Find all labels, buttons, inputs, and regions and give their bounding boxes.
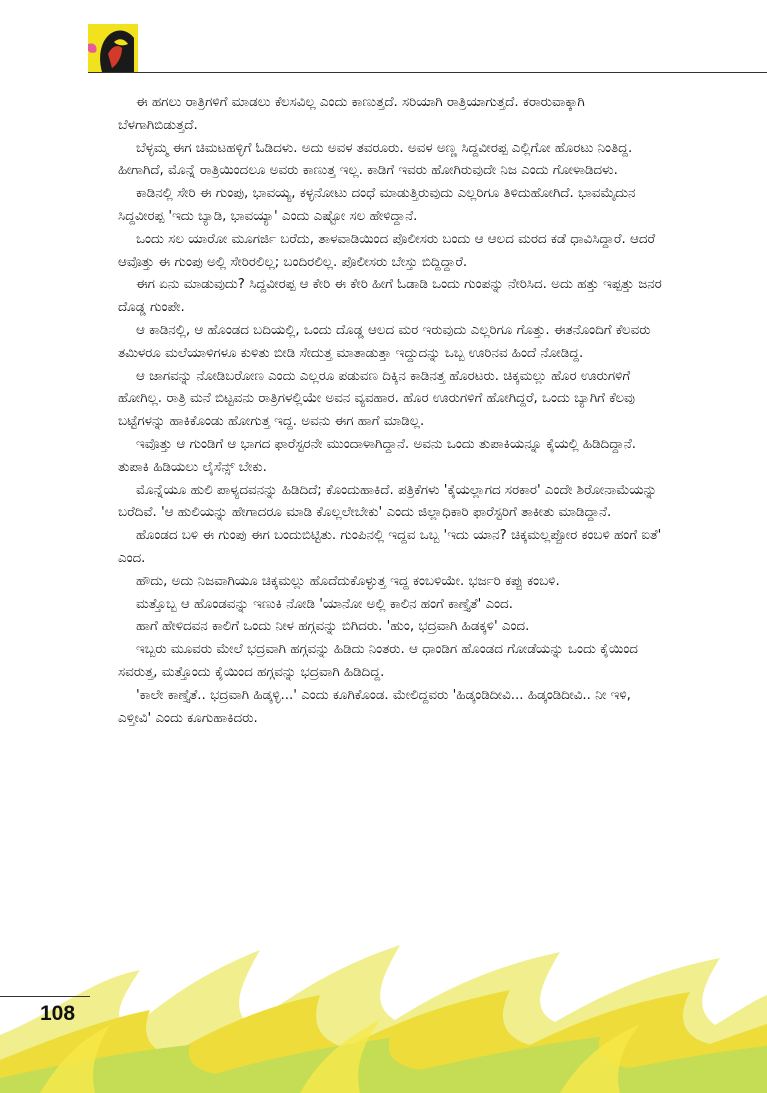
paragraph: ಒಂದು ಸಲ ಯಾರೋ ಮೂಗರ್ಜಿ ಬರೆದು, ತಾಳವಾಡಿಯಿಂದ ಪೊಲೀಸರು ಬಂದು ಆ ಆಲದ ಮರದ ಕಡೆ ಧಾವಿಸಿದ್ದಾರೆ. ಆದರೆ ಆವೊತ್ತು ಈ ಗುಂಪು ಅಲ್ಲಿ ಸೇರಿರಲಿಲ್ಲ; ಬಂದಿರಲಿಲ್ಲ. ಪೊಲೀಸರು ಬೇಸ್ತು ಬಿದ್ದಿದ್ದಾರೆ. bbox=[118, 231, 656, 270]
footer-rule bbox=[0, 996, 90, 997]
page-number: 108 bbox=[40, 1002, 76, 1025]
paragraph: ಈಗ ಏನು ಮಾಡುವುದು? ಸಿದ್ದವೀರಪ್ಪ ಆ ಕೇರಿ ಈ ಕೇರಿ ಹೀಗೆ ಓಡಾಡಿ ಒಂದು ಗುಂಪನ್ನು ನೇರಿಸಿದ. ಅದು ಹತ್ತು ಇಪ್ಪತ್ತು ಜನರ ದೊಡ್ಡ ಗುಂಪೇ. bbox=[118, 277, 662, 316]
paragraph: ಹಾಗೆ ಹೇಳಿದವನ ಕಾಲಿಗೆ ಒಂದು ನೀಳ ಹಗ್ಗವನ್ನು ಬಿಗಿದರು. 'ಹುಂ, ಭದ್ರವಾಗಿ ಹಿಡಕ್ಕಳಿ' ಎಂದ. bbox=[136, 619, 530, 635]
paragraph: ಇವೊತ್ತು ಆ ಗುಂಡಿಗೆ ಆ ಭಾಗದ ಫಾರೆಸ್ಟರನೇ ಮುಂದಾಳಾಗಿದ್ದಾನೆ. ಅವನು ಒಂದು ತುಪಾಕಿಯನ್ನೂ ಕೈಯಲ್ಲಿ ಹಿಡಿದಿದ್ದಾನೆ. ತುಪಾಕಿ ಹಿಡಿಯಲು ಲೈಸೆನ್ಸ್ ಬೇಕು. bbox=[118, 436, 637, 475]
paragraph: ಆ ಕಾಡಿನಲ್ಲಿ, ಆ ಹೊಂಡದ ಬದಿಯಲ್ಲಿ, ಒಂದು ದೊಡ್ಡ ಆಲದ ಮರ ಇರುವುದು ಎಲ್ಲರಿಗೂ ಗೊತ್ತು. ಈತನೊಂದಿಗೆ ಕೆಲವರು ತಮಿಳರೂ ಮಲೆಯಾಳಿಗಳೂ ಕುಳಿತು ಬೀಡಿ ಸೇದುತ್ತ ಮಾತಾಡುತ್ತಾ ಇದ್ದುದನ್ನು ಒಬ್ಬ ಊರಿನವ ಹಿಂದೆ ನೋಡಿದ್ದ. bbox=[118, 322, 651, 361]
paragraph: ಬೆಳ್ಳಮ್ಮ ಈಗ ಚಿಮಟಹಳ್ಳಿಗೆ ಓಡಿದಳು. ಅದು ಅವಳ ತವರೂರು. ಅವಳ ಅಣ್ಣ ಸಿದ್ದವೀರಪ್ಪ ಎಲ್ಲಿಗೋ ಹೊರಟು ನಿಂತಿದ್ದ. ಹೀಗಾಗಿದೆ, ಮೊನ್ನೆ ರಾತ್ರಿಯಿಂದಲೂ ಅವರು ಕಾಣುತ್ತ ಇಲ್ಲ. ಕಾಡಿಗೆ ಇವರು ಹೋಗಿರುವುದೇ ನಿಜ ಎಂದು ಗೋಳಾಡಿದಳು. bbox=[118, 140, 633, 179]
paragraph: ಕಾಡಿನಲ್ಲಿ ಸೇರಿ ಈ ಗುಂಪು, ಭಾವಯ್ಯ, ಕಳ್ಳನೋಟು ದಂಧೆ ಮಾಡುತ್ತಿರುವುದು ಎಲ್ಲರಿಗೂ ತಿಳಿದುಹೋಗಿದೆ. ಭಾವಮೈದುನ ಸಿದ್ದವೀರಪ್ಪ 'ಇದು ಬ್ಯಾಡಿ, ಭಾವಯ್ಯಾ' ಎಂದು ಎಷ್ಟೋ ಸಲ ಹೇಳಿದ್ದಾನೆ. bbox=[118, 186, 636, 224]
paragraph: ಮತ್ತೊಬ್ಬ ಆ ಹೊಂಡವನ್ನು ಇಣುಕಿ ನೋಡಿ 'ಯಾನೋ ಅಲ್ಲಿ ಕಾಲಿನ ಹಂಗೆ ಕಾಣ್ತೈತೆ' ಎಂದ. bbox=[136, 596, 513, 612]
paragraph: ಮೊನ್ನೆಯೂ ಹುಲಿ ಪಾಳ್ಯದವನನ್ನು ಹಿಡಿದಿದೆ; ಕೊಂದುಹಾಕಿದೆ. ಪತ್ರಿಕೆಗಳು 'ಕೈಯಲ್ಲಾಗದ ಸರಕಾರ' ಎಂದೇ ಶಿರೋನಾಮೆಯನ್ನು ಬರೆದಿವೆ. 'ಆ ಹುಲಿಯನ್ನು ಹೇಗಾದರೂ ಮಾಡಿ ಕೊಲ್ಲಲೇಬೇಕು' ಎಂದು ಜಿಲ್ಲಾಧಿಕಾರಿ ಫಾರೆಸ್ಟರಿಗೆ ತಾಕೀತು ಮಾಡಿದ್ದಾನೆ. bbox=[118, 482, 657, 521]
paragraph: ಇಬ್ಬರು ಮೂವರು ಮೇಲೆ ಭದ್ರವಾಗಿ ಹಗ್ಗವನ್ನು ಹಿಡಿದು ನಿಂತರು. ಆ ಧಾಂಡಿಗ ಹೊಂಡದ ಗೋಡೆಯನ್ನು ಒಂದು ಕೈಯಿಂದ ಸವರುತ್ತ, ಮತ್ತೊಂದು ಕೈಯಿಂದ ಹಗ್ಗವನ್ನು ಭದ್ರವಾಗಿ ಹಿಡಿದಿದ್ದ. bbox=[118, 642, 638, 680]
paragraph: ಆ ಜಾಗವನ್ನು ನೋಡಿಬರೋಣ ಎಂದು ಎಲ್ಲರೂ ಪಡುವಣ ದಿಕ್ಕಿನ ಕಾಡಿನತ್ತ ಹೊರಟರು. ಚಿಕ್ಕಮಲ್ಲು ಹೊರ ಊರುಗಳಿಗೆ ಹೋಗಿಲ್ಲ. ರಾತ್ರಿ ಮನೆ ಬಿಟ್ಟವನು ರಾತ್ರಿಗಳಲ್ಲಿಯೇ ಅವನ ವ್ಯವಹಾರ. ಹೊರ ಊರುಗಳಿಗೆ ಹೋಗಿದ್ದರೆ, ಒಂದು ಬ್ಯಾಗಿಗೆ ಕೆಲವು ಬಟ್ಟೆಗಳನ್ನು ಹಾಕಿಕೊಂಡು ಹೋಗುತ್ತ ಇದ್ದ. ಅವನು ಈಗ ಹಾಗೆ ಮಾಡಿಲ್ಲ. bbox=[118, 368, 635, 430]
grass-decoration bbox=[0, 940, 767, 1093]
paragraph: 'ಕಾಲೇ ಕಾಣ್ತೈತೆ.. ಭದ್ರವಾಗಿ ಹಿಡ್ಕಳ್ಳಿ...' ಎಂದು ಕೂಗಿಕೊಂಡ. ಮೇಲಿದ್ದವರು 'ಹಿಡ್ಕಂಡಿದೀವಿ... ಹಿಡ್ಕಂಡಿದೀವಿ.. ನೀ ಇಳಿ, ಎಳ್ತೀವಿ' ಎಂದು ಕೂಗುಹಾಕಿದರು. bbox=[118, 687, 631, 726]
paragraph: ಹೊಂಡದ ಬಳಿ ಈ ಗುಂಪು ಈಗ ಬಂದುಬಿಟ್ಟಿತು. ಗುಂಪಿನಲ್ಲಿ ಇದ್ದವ ಒಬ್ಬ 'ಇದು ಯಾನ? ಚಿಕ್ಕಮಲ್ಲಪ್ಪೋರ ಕಂಬಳಿ ಹಂಗೆ ಐತೆ' ಎಂದ. bbox=[118, 528, 662, 566]
paragraph: ಈ ಹಗಲು ರಾತ್ರಿಗಳಿಗೆ ಮಾಡಲು ಕೆಲಸವಿಲ್ಲ ಎಂದು ಕಾಣುತ್ತದೆ. ಸರಿಯಾಗಿ ರಾತ್ರಿಯಾಗುತ್ತದೆ. ಕರಾರುವಾಕ್ಕಾಗಿ ಬೆಳಗಾಗಿಬಿಡುತ್ತದೆ. bbox=[118, 95, 585, 133]
header-rule bbox=[88, 72, 767, 73]
paragraph: ಹೌದು, ಅದು ನಿಜವಾಗಿಯೂ ಚಿಕ್ಕಮಲ್ಲು ಹೊದೆದುಕೊಳ್ಳುತ್ತ ಇದ್ದ ಕಂಬಳಿಯೇ. ಭರ್ಜರಿ ಕಪ್ಪು ಕಂಬಳಿ. bbox=[136, 573, 560, 589]
story-text bbox=[118, 92, 666, 730]
book-logo-icon bbox=[88, 24, 138, 72]
